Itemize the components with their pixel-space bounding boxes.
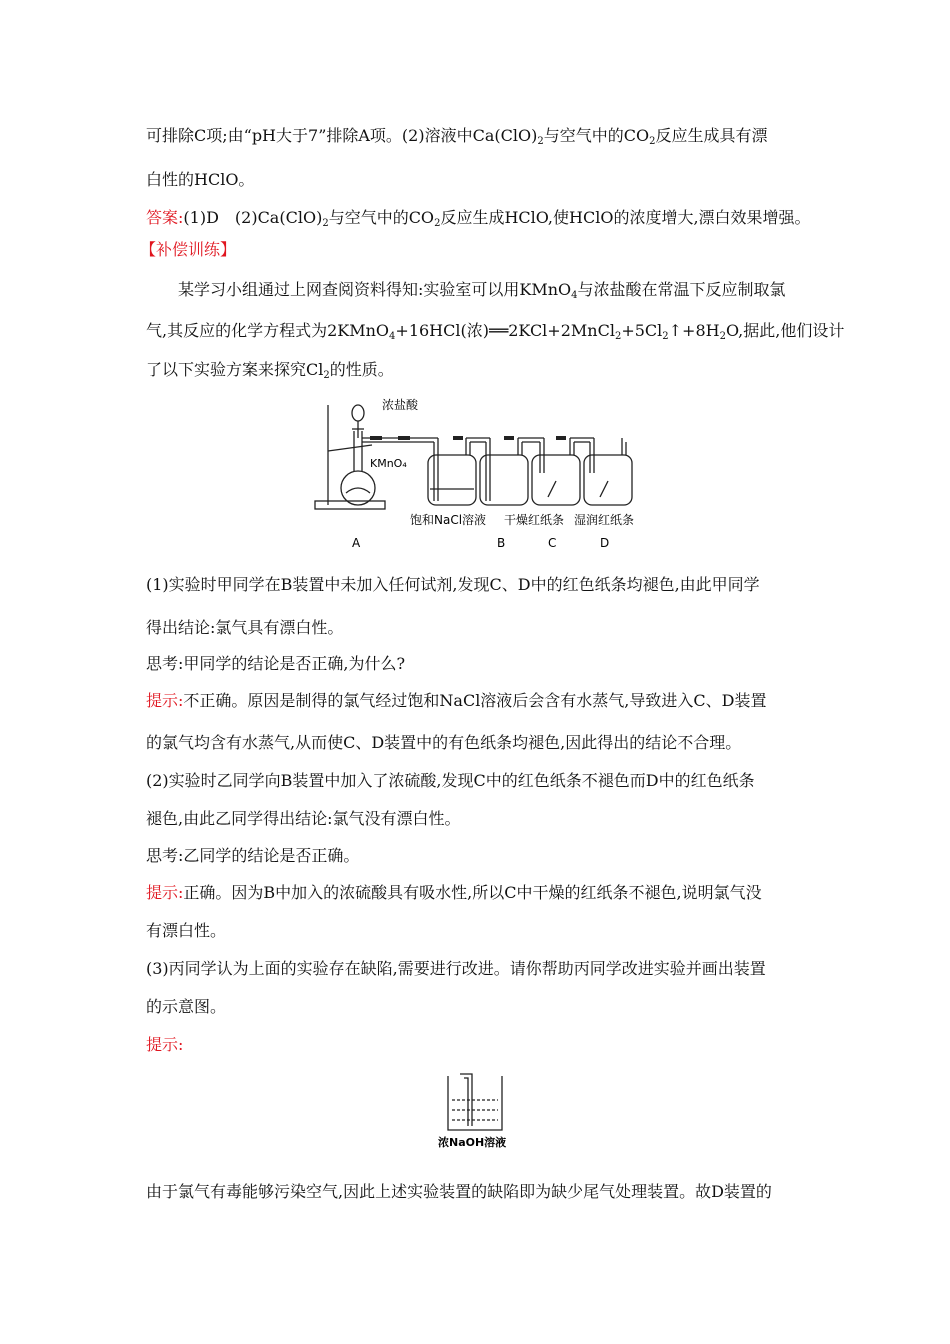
hint-label: 提示:	[146, 883, 184, 902]
hint-2-line-1: 提示:正确。因为B中加入的浓硫酸具有吸水性,所以C中干燥的红纸条不褪色,说明氯气没	[146, 883, 762, 902]
text-line-1: 可排除C项;由“pH大于7”排除A项。(2)溶液中$Ca(ClO)_2$与空气中的$CO_2$反应生成具有漂	[146, 126, 768, 147]
hint-1-line-2: 的氯气均含有水蒸气,从而使C、D装置中的有色纸条均褪色,因此得出的结论不合理。	[146, 733, 742, 752]
section-heading: 【补偿训练】	[140, 240, 237, 259]
answer-label: 答案:	[146, 208, 184, 227]
label-acid: 浓盐酸	[382, 398, 419, 412]
answer-line: 答案:(1)D $(2)Ca(ClO)_2$与空气中的$CO_2$反应生成HClO,使HClO的浓度增大,漂白效果增强。	[146, 208, 811, 229]
question-2-line-3: 思考:乙同学的结论是否正确。	[146, 846, 360, 865]
bottle-b-nacl	[428, 455, 476, 505]
paragraph-line-2: 气,其反应的化学方程式为2KMnO$_4$+16HCl(浓)$══2KCl+2MnCl_2+5Cl_2↑+8H_2O$,据此,他们设计	[146, 321, 845, 342]
hint-label: 提示:	[146, 691, 184, 710]
question-3-line-1: (3)丙同学认为上面的实验存在缺陷,需要进行改进。请你帮助丙同学改进实验并画出装置	[146, 959, 766, 978]
paragraph-line-1: 某学习小组通过上网查阅资料得知:实验室可以用KMnO$_4$与浓盐酸在常温下反应制取氯	[178, 280, 786, 301]
question-1-line-1: (1)实验时甲同学在B装置中未加入任何试剂,发现C、D中的红色纸条均褪色,由此甲同学	[146, 575, 760, 594]
text-line-2: 白性的HClO。	[146, 170, 255, 189]
naoh-beaker-diagram	[436, 1070, 516, 1152]
label-nacl: 饱和NaCl溶液	[410, 513, 487, 527]
letter-b: B	[497, 536, 506, 550]
bottle-d	[584, 455, 632, 505]
stand-base	[315, 501, 385, 509]
label-wet: 湿润红纸条	[574, 513, 635, 527]
hint-1-line-1: 提示:不正确。原因是制得的氯气经过饱和NaCl溶液后会含有水蒸气,导致进入C、D装置	[146, 691, 767, 710]
funnel	[352, 405, 364, 421]
paragraph-line-3: 了以下实验方案来探究$Cl_2$的性质。	[146, 360, 394, 381]
letter-c: C	[548, 536, 557, 550]
label-kmno4: KMnO₄	[370, 457, 407, 470]
hint-2-line-2: 有漂白性。	[146, 921, 227, 940]
question-1-line-2: 得出结论:氯气具有漂白性。	[146, 618, 344, 637]
letter-a: A	[352, 536, 361, 550]
final-line: 由于氯气有毒能够污染空气,因此上述实验装置的缺陷即为缺少尾气处理装置。故D装置的	[146, 1182, 772, 1201]
hint-3-label: 提示:	[146, 1035, 184, 1054]
question-2-line-2: 褪色,由此乙同学得出结论:氯气没有漂白性。	[146, 809, 461, 828]
apparatus-diagram	[300, 393, 650, 553]
question-3-line-2: 的示意图。	[146, 997, 227, 1016]
bottle-b	[480, 455, 528, 505]
question-1-line-3: 思考:甲同学的结论是否正确,为什么?	[146, 654, 406, 673]
letter-d: D	[600, 536, 610, 550]
beaker	[448, 1076, 502, 1130]
bottle-c	[532, 455, 580, 505]
inlet-tube	[460, 1074, 472, 1126]
label-dry: 干燥红纸条	[504, 513, 565, 527]
question-2-line-1: (2)实验时乙同学向B装置中加入了浓硫酸,发现C中的红色纸条不褪色而D中的红色纸条	[146, 771, 755, 790]
label-naoh: 浓NaOH溶液	[438, 1136, 507, 1149]
